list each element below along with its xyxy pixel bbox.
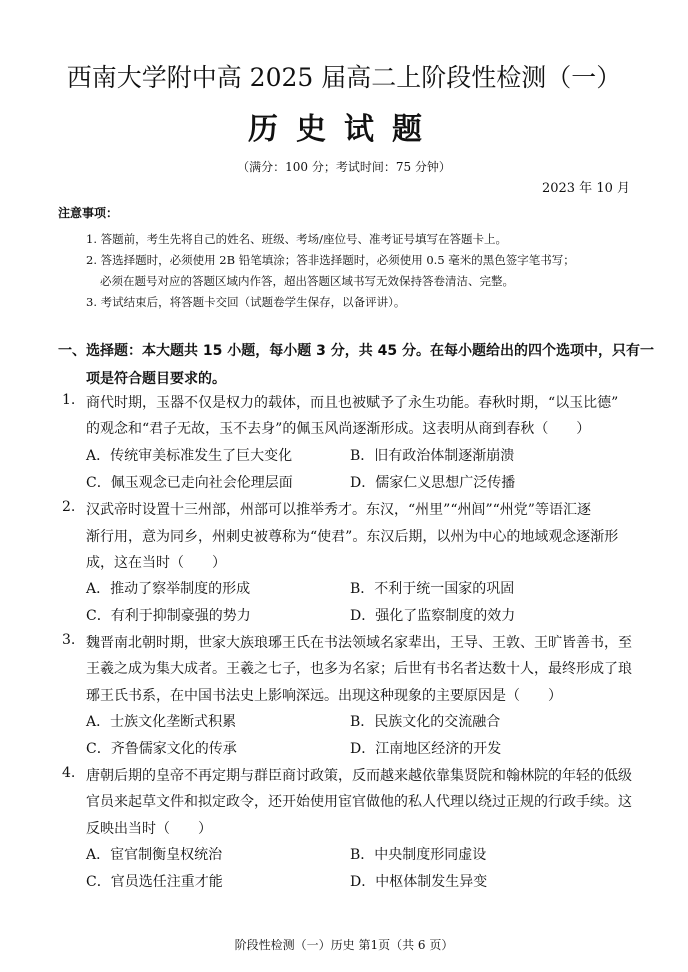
- question-text: 官员来起草文件和拟定政令，还开始使用宦官做他的私人代理以绕过正规的行政手续。这: [86, 794, 632, 810]
- option-a[interactable]: A．宦官制衡皇权统治: [86, 847, 223, 863]
- notice-heading: 注意事项：: [58, 206, 119, 220]
- question-text: 唐朝后期的皇帝不再定期与群臣商讨政策，反而越来越依靠集贤院和翰林院的年轻的低级: [86, 768, 632, 784]
- question-text: 汉武帝时设置十三州部，州部可以推举秀才。东汉，“州里”“州闾”“州党”等语汇逐: [86, 502, 591, 518]
- question-number: 4.: [62, 765, 76, 781]
- option-c[interactable]: C．官员选任注重才能: [86, 874, 223, 890]
- question-number: 3.: [62, 632, 76, 648]
- option-c[interactable]: C．佩玉观念已走向社会伦理层面: [86, 475, 293, 491]
- exam-date: 2023 年 10 月: [541, 181, 630, 196]
- option-a[interactable]: A．士族文化垄断式积累: [86, 714, 237, 730]
- option-a[interactable]: A．传统审美标准发生了巨大变化: [86, 448, 293, 464]
- question-text: 渐行用，意为同乡，州刺史被尊称为“使君”。东汉后期，以州为中心的地域观念逐渐形: [86, 529, 619, 545]
- option-b[interactable]: B．不利于统一国家的巩固: [350, 581, 515, 597]
- question-text: 琊王氏书系，在中国书法史上影响深远。出现这种现象的主要原因是（ ）: [86, 688, 562, 704]
- section-heading-cont: 项是符合题目要求的。: [86, 371, 226, 387]
- notice-item: 3. 考试结束后，将答题卡交回（试题卷学生保存，以备评讲）。: [86, 295, 406, 309]
- option-a[interactable]: A．推动了察举制度的形成: [86, 581, 251, 597]
- question-text: 成，这在当时（ ）: [86, 555, 226, 571]
- option-c[interactable]: C．有利于抑制豪强的势力: [86, 608, 251, 624]
- option-d[interactable]: D．中枢体制发生异变: [350, 874, 488, 890]
- option-b[interactable]: B．中央制度形同虚设: [350, 847, 487, 863]
- question-number: 2.: [62, 499, 76, 515]
- question-text: 反映出当时（ ）: [86, 821, 212, 837]
- question-text: 的观念和“君子无故，玉不去身”的佩玉风尚逐渐形成。这表明从商到春秋（ ）: [86, 421, 591, 437]
- option-d[interactable]: D．儒家仁义思想广泛传播: [350, 475, 516, 491]
- notice-item: 1. 答题前，考生先将自己的姓名、班级、考场/座位号、准考证号填写在答题卡上。: [86, 232, 507, 246]
- subject-title: 历史试题: [248, 112, 440, 147]
- option-b[interactable]: B．民族文化的交流融合: [350, 714, 501, 730]
- option-d[interactable]: D．强化了监察制度的效力: [350, 608, 516, 624]
- exam-title: 西南大学附中高 2025 届高二上阶段性检测（一）: [66, 63, 622, 92]
- exam-meta: （满分：100 分；考试时间：75 分钟）: [237, 160, 451, 174]
- option-d[interactable]: D．江南地区经济的开发: [350, 741, 502, 757]
- notice-item: 必须在题号对应的答题区域内作答，超出答题区域书写无效保持答卷清洁、完整。: [100, 274, 514, 288]
- question-text: 魏晋南北朝时期，世家大族琅琊王氏在书法领域名家辈出，王导、王敦、王旷皆善书，至: [86, 635, 632, 651]
- notice-item: 2. 答选择题时，必须使用 2B 铅笔填涂；答非选择题时，必须使用 0.5 毫米的黑色签字笔书写；: [86, 253, 575, 267]
- option-c[interactable]: C．齐鲁儒家文化的传承: [86, 741, 237, 757]
- question-text: 王羲之成为集大成者。王羲之七子，也多为名家；后世有书名者达数十人，最终形成了琅: [86, 661, 632, 677]
- section-heading: 一、选择题：本大题共 15 小题，每小题 3 分，共 45 分。在每小题给出的四个选项中，只有一: [58, 343, 654, 359]
- question-text: 商代时期，玉器不仅是权力的载体，而且也被赋予了永生功能。春秋时期，“以玉比德”: [86, 395, 619, 411]
- option-b[interactable]: B．旧有政治体制逐渐崩溃: [350, 448, 515, 464]
- question-number: 1.: [62, 392, 76, 408]
- page-footer: 阶段性检测（一）历史 第1页（共 6 页）: [234, 938, 454, 952]
